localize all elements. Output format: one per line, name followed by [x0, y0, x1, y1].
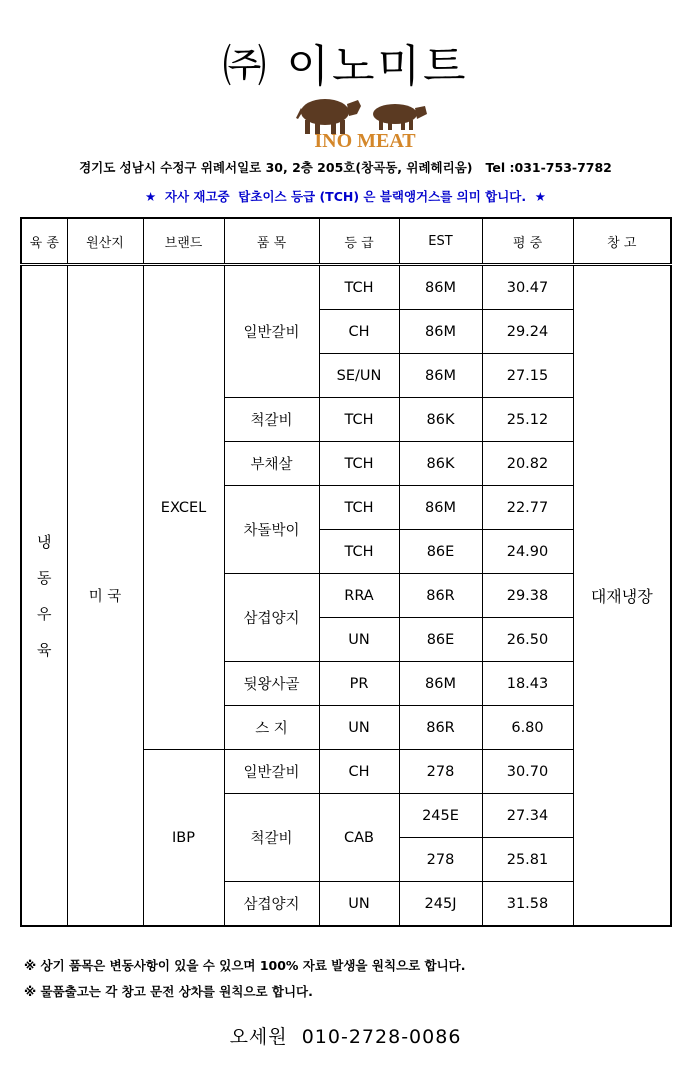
footer-note-1: ※ 상기 품목은 변동사항이 있을 수 있으며 100% 자료 발생을 원칙으로 합니다.: [24, 958, 466, 973]
weight-cell: 22.77: [482, 486, 573, 530]
item-cell: 삼겹양지: [224, 882, 319, 927]
warehouse-cell: 대재냉장: [573, 265, 671, 927]
grade-cell: TCH: [319, 265, 399, 310]
grade-cell: UN: [319, 882, 399, 927]
est-cell: 86M: [399, 354, 482, 398]
weight-cell: 18.43: [482, 662, 573, 706]
grade-cell: TCH: [319, 398, 399, 442]
grade-cell: TCH: [319, 486, 399, 530]
meat-type-char: 냉: [37, 532, 52, 551]
est-cell: 278: [399, 838, 482, 882]
weight-cell: 31.58: [482, 882, 573, 927]
grade-cell: SE/UN: [319, 354, 399, 398]
est-cell: 86M: [399, 310, 482, 354]
weight-cell: 20.82: [482, 442, 573, 486]
weight-cell: 24.90: [482, 530, 573, 574]
inventory-table: [20, 217, 672, 927]
item-cell: 삼겹양지: [224, 574, 319, 662]
est-cell: 86E: [399, 618, 482, 662]
est-cell: 245E: [399, 794, 482, 838]
brand-cell: EXCEL: [143, 265, 224, 750]
grade-cell: UN: [319, 706, 399, 750]
company-address: 경기도 성남시 수정구 위례서일로 30, 2층 205호(창곡동, 위례헤리움) Tel :031-753-7782: [79, 160, 612, 175]
table-row: [21, 265, 671, 310]
item-cell: 차돌박이: [224, 486, 319, 574]
item-cell: 부채살: [224, 442, 319, 486]
logo-text: INO MEAT: [314, 130, 416, 150]
grade-cell: CH: [319, 310, 399, 354]
item-cell: 일반갈비: [224, 265, 319, 398]
header-warehouse: 창 고: [573, 218, 671, 265]
item-cell: 스 지: [224, 706, 319, 750]
est-cell: 278: [399, 750, 482, 794]
item-cell: 뒷왕사골: [224, 662, 319, 706]
weight-cell: 25.12: [482, 398, 573, 442]
header-est: EST: [399, 218, 482, 265]
header-origin: 원산지: [67, 218, 143, 265]
grade-notice: ★ 자사 재고중 탑초이스 등급 (TCH) 은 블랙앵거스를 의미 합니다. ★: [144, 189, 547, 204]
weight-cell: 25.81: [482, 838, 573, 882]
item-cell: 일반갈비: [224, 750, 319, 794]
weight-cell: 30.70: [482, 750, 573, 794]
header-item: 품 목: [224, 218, 319, 265]
ino-meat-logo: [295, 92, 435, 150]
header-meat-type: 육 종: [21, 218, 67, 265]
header-grade: 등 급: [319, 218, 399, 265]
weight-cell: 27.15: [482, 354, 573, 398]
est-cell: 86R: [399, 706, 482, 750]
weight-cell: 29.24: [482, 310, 573, 354]
meat-type-char: 육: [37, 640, 52, 659]
meat-type-cell: [21, 265, 67, 927]
est-cell: 86M: [399, 486, 482, 530]
grade-cell: CH: [319, 750, 399, 794]
grade-cell: RRA: [319, 574, 399, 618]
meat-type-char: 우: [37, 604, 52, 623]
grade-cell: PR: [319, 662, 399, 706]
brand-cell: IBP: [143, 750, 224, 927]
est-cell: 86M: [399, 662, 482, 706]
footer-note-2: ※ 물품출고는 각 창고 문전 상차를 원칙으로 합니다.: [24, 984, 313, 999]
meat-type-char: 동: [37, 568, 52, 587]
pig-icon: [373, 104, 427, 130]
est-cell: 86K: [399, 398, 482, 442]
cow-icon: [296, 99, 361, 134]
item-cell: 척갈비: [224, 398, 319, 442]
grade-cell: TCH: [319, 442, 399, 486]
grade-cell: UN: [319, 618, 399, 662]
grade-cell: CAB: [319, 794, 399, 882]
inventory-table-container: [20, 217, 670, 927]
origin-cell: 미 국: [67, 265, 143, 927]
weight-cell: 30.47: [482, 265, 573, 310]
est-cell: 86K: [399, 442, 482, 486]
est-cell: 86M: [399, 265, 482, 310]
est-cell: 86R: [399, 574, 482, 618]
contact-info: 오세원 010-2728-0086: [229, 1026, 462, 1048]
table-header-row: [21, 218, 671, 265]
grade-cell: TCH: [319, 530, 399, 574]
est-cell: 86E: [399, 530, 482, 574]
weight-cell: 26.50: [482, 618, 573, 662]
est-cell: 245J: [399, 882, 482, 927]
weight-cell: 27.34: [482, 794, 573, 838]
company-title: ㈜ 이노미트: [222, 41, 469, 92]
weight-cell: 6.80: [482, 706, 573, 750]
item-cell: 척갈비: [224, 794, 319, 882]
weight-cell: 29.38: [482, 574, 573, 618]
header-avg-weight: 평 중: [482, 218, 573, 265]
header-brand: 브랜드: [143, 218, 224, 265]
